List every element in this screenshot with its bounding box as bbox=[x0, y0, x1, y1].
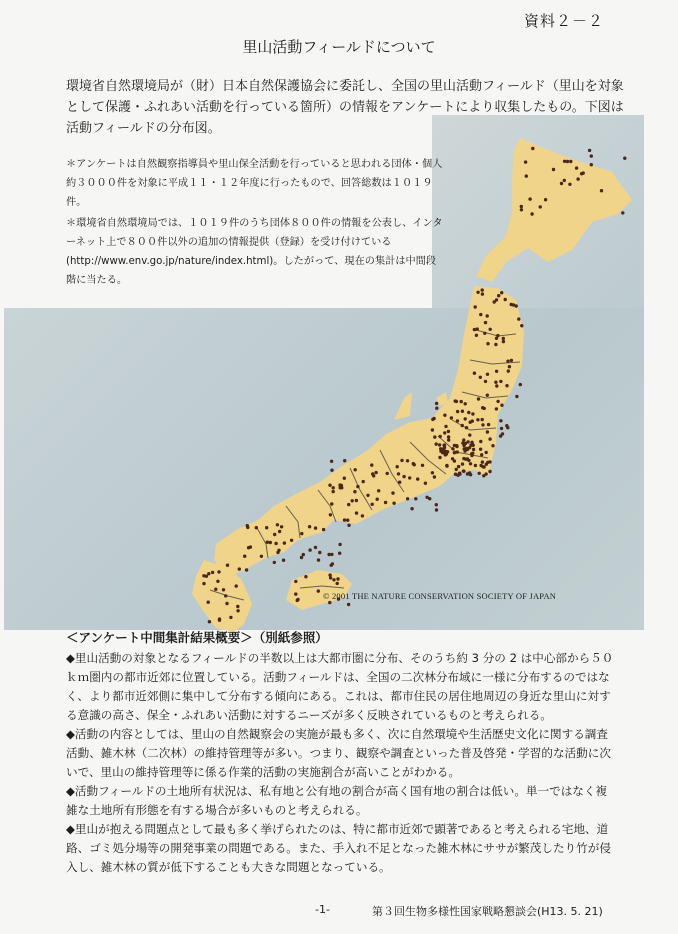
activity-field-dot bbox=[493, 300, 496, 303]
activity-field-dot bbox=[421, 464, 424, 467]
activity-field-dot bbox=[476, 291, 479, 294]
activity-field-dot bbox=[623, 157, 626, 160]
activity-field-dot bbox=[505, 424, 508, 427]
activity-field-dot bbox=[479, 376, 482, 379]
activity-field-dot bbox=[525, 174, 528, 177]
activity-field-dot bbox=[314, 526, 317, 529]
activity-field-dot bbox=[528, 197, 531, 200]
activity-field-dot bbox=[463, 447, 466, 450]
activity-field-dot bbox=[582, 171, 585, 174]
notes-block bbox=[66, 155, 446, 292]
hokkaido bbox=[476, 138, 632, 282]
activity-field-dot bbox=[266, 541, 269, 544]
activity-field-dot bbox=[451, 447, 454, 450]
activity-field-dot bbox=[470, 441, 473, 444]
activity-field-dot bbox=[216, 580, 219, 583]
activity-field-dot bbox=[530, 212, 533, 215]
activity-field-dot bbox=[229, 616, 232, 619]
activity-field-dot bbox=[355, 499, 358, 502]
activity-field-dot bbox=[491, 444, 494, 447]
activity-field-dot bbox=[343, 477, 346, 480]
activity-field-dot bbox=[224, 594, 227, 597]
activity-field-dot bbox=[508, 365, 511, 368]
activity-field-dot bbox=[444, 425, 447, 428]
activity-field-dot bbox=[447, 438, 450, 441]
activity-field-dot bbox=[469, 462, 472, 465]
activity-field-dot bbox=[480, 453, 483, 456]
activity-field-dot bbox=[476, 418, 479, 421]
activity-field-dot bbox=[484, 380, 487, 383]
activity-field-dot bbox=[280, 525, 283, 528]
activity-field-dot bbox=[462, 470, 465, 473]
activity-field-dot bbox=[566, 160, 569, 163]
activity-field-dot bbox=[317, 558, 320, 561]
document-id: 資料２－２ bbox=[523, 12, 604, 30]
activity-field-dot bbox=[351, 499, 354, 502]
activity-field-dot bbox=[519, 383, 522, 386]
activity-field-dot bbox=[290, 539, 293, 542]
activity-field-dot bbox=[425, 496, 428, 499]
activity-field-dot bbox=[588, 149, 591, 152]
activity-field-dot bbox=[338, 543, 341, 546]
activity-field-dot bbox=[294, 592, 297, 595]
activity-field-dot bbox=[435, 402, 438, 405]
activity-field-dot bbox=[328, 601, 331, 604]
activity-field-dot bbox=[443, 431, 446, 434]
activity-field-dot bbox=[479, 313, 482, 316]
activity-field-dot bbox=[406, 497, 409, 500]
activity-field-dot bbox=[499, 380, 502, 383]
activity-field-dot bbox=[464, 417, 467, 420]
activity-field-dot bbox=[470, 454, 473, 457]
activity-field-dot bbox=[332, 486, 335, 489]
activity-field-dot bbox=[520, 208, 523, 211]
activity-field-dot bbox=[300, 556, 303, 559]
activity-field-dot bbox=[424, 482, 427, 485]
activity-field-dot bbox=[575, 166, 578, 169]
activity-field-dot bbox=[328, 573, 331, 576]
activity-field-dot bbox=[302, 553, 305, 556]
note-item: ＊環境省自然環境局では、１０１９件のうち団体８００件の情報を公表し、インターネット上で８００件以外の追加の情報提供（登録）を受け付けている(http://www.env.go.jp/nature/index.html)。したがって、現在の集計は中間段階に当たる。 bbox=[66, 218, 443, 286]
activity-field-dot bbox=[406, 459, 409, 462]
activity-field-dot bbox=[236, 609, 239, 612]
activity-field-dot bbox=[462, 457, 465, 460]
activity-field-dot bbox=[300, 532, 303, 535]
activity-field-dot bbox=[304, 575, 307, 578]
activity-field-dot bbox=[600, 189, 603, 192]
activity-field-dot bbox=[226, 564, 229, 567]
activity-field-dot bbox=[435, 442, 438, 445]
activity-field-dot bbox=[483, 332, 486, 335]
activity-field-dot bbox=[477, 397, 480, 400]
activity-field-dot bbox=[569, 160, 572, 163]
activity-field-dot bbox=[475, 334, 478, 337]
activity-field-dot bbox=[460, 400, 463, 403]
activity-field-dot bbox=[205, 575, 208, 578]
activity-field-dot bbox=[568, 183, 571, 186]
activity-field-dot bbox=[431, 418, 434, 421]
activity-field-dot bbox=[471, 412, 474, 415]
activity-field-dot bbox=[531, 147, 534, 150]
activity-field-dot bbox=[450, 416, 453, 419]
activity-field-dot bbox=[481, 423, 484, 426]
activity-field-dot bbox=[505, 384, 508, 387]
activity-field-dot bbox=[484, 321, 487, 324]
activity-field-dot bbox=[472, 448, 475, 451]
activity-field-dot bbox=[455, 468, 458, 471]
activity-field-dot bbox=[481, 460, 484, 463]
activity-field-dot bbox=[392, 502, 395, 505]
activity-field-dot bbox=[497, 294, 500, 297]
activity-field-dot bbox=[552, 168, 555, 171]
activity-field-dot bbox=[353, 490, 356, 493]
activity-field-dot bbox=[235, 584, 238, 587]
activity-field-dot bbox=[396, 465, 399, 468]
activity-field-dot bbox=[590, 154, 593, 157]
activity-field-dot bbox=[487, 423, 490, 426]
activity-field-dot bbox=[444, 450, 447, 453]
activity-field-dot bbox=[225, 602, 228, 605]
activity-field-dot bbox=[563, 160, 566, 163]
activity-field-dot bbox=[441, 448, 444, 451]
activity-field-dot bbox=[414, 497, 417, 500]
activity-field-dot bbox=[504, 298, 507, 301]
activity-field-dot bbox=[282, 559, 285, 562]
page-number: -1- bbox=[315, 903, 330, 916]
activity-field-dot bbox=[486, 373, 489, 376]
activity-field-dot bbox=[489, 328, 492, 331]
activity-field-dot bbox=[445, 464, 448, 467]
page-title: 里山活動フィールドについて bbox=[242, 38, 436, 56]
activity-field-dot bbox=[499, 419, 502, 422]
activity-field-dot bbox=[408, 476, 411, 479]
activity-field-dot bbox=[485, 451, 488, 454]
meeting-reference: 第３回生物多様性国家戦略懇談会(H13. 5. 21) bbox=[372, 905, 603, 918]
activity-field-dot bbox=[481, 288, 484, 291]
activity-field-dot bbox=[443, 414, 446, 417]
activity-field-dot bbox=[338, 552, 341, 555]
map-copyright: © 2001 THE NATURE CONSERVATION SOCIETY OF JAPAN bbox=[323, 591, 557, 601]
activity-field-dot bbox=[366, 494, 369, 497]
activity-field-dot bbox=[343, 459, 346, 462]
activity-field-dot bbox=[500, 404, 503, 407]
activity-field-dot bbox=[495, 370, 498, 373]
activity-field-dot bbox=[330, 502, 333, 505]
activity-field-dot bbox=[453, 451, 456, 454]
activity-field-dot bbox=[451, 457, 454, 460]
activity-field-dot bbox=[464, 402, 467, 405]
activity-field-dot bbox=[500, 427, 503, 430]
note-item: ＊アンケートは自然観察指導員や里山保全活動を行っていると思われる団体・個人約３０００件を対象に平成１１・１２年度に行ったもので、回答総数は１０１９件。 bbox=[66, 159, 443, 208]
activity-field-dot bbox=[431, 471, 434, 474]
activity-field-dot bbox=[371, 472, 374, 475]
activity-field-dot bbox=[278, 530, 281, 533]
activity-field-dot bbox=[474, 464, 477, 467]
activity-field-dot bbox=[524, 160, 527, 163]
activity-field-dot bbox=[336, 582, 339, 585]
activity-field-dot bbox=[461, 410, 464, 413]
activity-field-dot bbox=[464, 442, 467, 445]
activity-field-dot bbox=[265, 526, 268, 529]
activity-field-dot bbox=[494, 381, 497, 384]
activity-field-dot bbox=[402, 475, 405, 478]
activity-field-dot bbox=[499, 434, 502, 437]
activity-field-dot bbox=[283, 541, 286, 544]
activity-field-dot bbox=[277, 549, 280, 552]
activity-field-dot bbox=[486, 342, 489, 345]
activity-field-dot bbox=[500, 291, 503, 294]
activity-field-dot bbox=[207, 601, 210, 604]
summary-heading: ＜アンケート中間集計結果概要＞（別紙参照） bbox=[66, 630, 328, 645]
activity-field-dot bbox=[330, 553, 333, 556]
activity-field-dot bbox=[347, 524, 350, 527]
activity-field-dot bbox=[495, 407, 498, 410]
activity-field-dot bbox=[455, 400, 458, 403]
activity-field-dot bbox=[361, 514, 364, 517]
activity-field-dot bbox=[314, 546, 317, 549]
activity-field-dot bbox=[479, 440, 482, 443]
activity-field-dot bbox=[274, 542, 277, 545]
activity-field-dot bbox=[447, 435, 450, 438]
activity-field-dot bbox=[512, 303, 515, 306]
activity-field-dot bbox=[495, 384, 498, 387]
activity-field-dot bbox=[317, 589, 320, 592]
activity-field-dot bbox=[444, 453, 447, 456]
intro-paragraph: 環境省自然環境局が（財）日本自然保護協会に委託し、全国の里山活動フィールド（里山を対象として保護・ふれあい活動を行っている箇所）の情報をアンケートにより収集したもの。下図は活動フィールドの分布図。 bbox=[66, 79, 624, 136]
activity-field-dot bbox=[339, 486, 342, 489]
activity-field-dot bbox=[347, 503, 350, 506]
activity-field-dot bbox=[461, 424, 464, 427]
activity-field-dot bbox=[218, 619, 221, 622]
activity-field-dot bbox=[255, 526, 258, 529]
activity-field-dot bbox=[539, 205, 542, 208]
activity-field-dot bbox=[397, 472, 400, 475]
activity-field-dot bbox=[318, 551, 321, 554]
activity-field-dot bbox=[502, 337, 505, 340]
activity-field-dot bbox=[456, 419, 459, 422]
activity-field-dot bbox=[435, 407, 438, 410]
activity-field-dot bbox=[461, 462, 464, 465]
activity-field-dot bbox=[371, 503, 374, 506]
activity-field-dot bbox=[486, 314, 489, 317]
activity-field-dot bbox=[443, 444, 446, 447]
activity-field-dot bbox=[332, 578, 335, 581]
activity-field-dot bbox=[544, 198, 547, 201]
activity-field-dot bbox=[236, 605, 239, 608]
activity-field-dot bbox=[322, 528, 325, 531]
activity-field-dot bbox=[336, 577, 339, 580]
activity-field-dot bbox=[621, 211, 624, 214]
activity-field-dot bbox=[386, 472, 389, 475]
activity-field-dot bbox=[413, 463, 416, 466]
activity-field-dot bbox=[238, 567, 241, 570]
activity-field-dot bbox=[260, 555, 263, 558]
activity-field-dot bbox=[454, 473, 457, 476]
activity-field-dot bbox=[330, 460, 333, 463]
activity-field-dot bbox=[469, 421, 472, 424]
activity-field-dot bbox=[398, 481, 401, 484]
activity-field-dot bbox=[273, 561, 276, 564]
activity-field-dot bbox=[456, 410, 459, 413]
activity-field-dot bbox=[243, 555, 246, 558]
activity-field-dot bbox=[410, 507, 413, 510]
activity-field-dot bbox=[488, 460, 491, 463]
activity-field-dot bbox=[474, 305, 477, 308]
noto-peninsula bbox=[394, 392, 412, 420]
activity-field-dot bbox=[520, 324, 523, 327]
activity-field-dot bbox=[217, 570, 220, 573]
activity-field-dot bbox=[246, 524, 249, 527]
activity-field-dot bbox=[486, 430, 489, 433]
activity-field-dot bbox=[222, 588, 225, 591]
activity-field-dot bbox=[478, 472, 481, 475]
activity-field-dot bbox=[332, 490, 335, 493]
activity-field-dot bbox=[370, 463, 373, 466]
summary-item: ◆活動フィールドの土地所有状況は、私有地と公有地の割合が高く国有地の割合は低い。単一ではなく複雑な土地所有形態を有する場合が多いものと考えられる。 bbox=[66, 784, 608, 817]
activity-field-dot bbox=[245, 568, 248, 571]
activity-field-dot bbox=[467, 411, 470, 414]
activity-field-dot bbox=[416, 477, 419, 480]
activity-field-dot bbox=[208, 620, 211, 623]
activity-field-dot bbox=[354, 468, 357, 471]
activity-field-dot bbox=[496, 334, 499, 337]
activity-field-dot bbox=[273, 533, 276, 536]
activity-field-dot bbox=[330, 469, 333, 472]
activity-field-dot bbox=[331, 562, 334, 565]
activity-field-dot bbox=[473, 372, 476, 375]
activity-field-dot bbox=[456, 450, 459, 453]
activity-field-dot bbox=[439, 435, 442, 438]
activity-field-dot bbox=[355, 511, 358, 514]
activity-field-dot bbox=[384, 501, 387, 504]
activity-field-dot bbox=[347, 603, 350, 606]
activity-field-dot bbox=[468, 433, 471, 436]
activity-field-dot bbox=[496, 400, 499, 403]
activity-field-dot bbox=[343, 518, 346, 521]
activity-field-dot bbox=[435, 508, 438, 511]
activity-field-dot bbox=[438, 456, 441, 459]
activity-field-dot bbox=[435, 503, 438, 506]
activity-field-dot bbox=[590, 163, 593, 166]
activity-field-dot bbox=[211, 571, 214, 574]
activity-field-dot bbox=[376, 498, 379, 501]
kyushu bbox=[192, 560, 252, 632]
activity-field-dot bbox=[294, 580, 297, 583]
activity-field-dot bbox=[433, 435, 436, 438]
activity-field-dot bbox=[431, 428, 434, 431]
activity-field-dot bbox=[457, 465, 460, 468]
activity-field-dot bbox=[296, 598, 299, 601]
activity-field-dot bbox=[488, 470, 491, 473]
activity-field-dot bbox=[506, 360, 509, 363]
activity-field-dot bbox=[482, 465, 485, 468]
activity-field-dot bbox=[462, 438, 465, 441]
activity-field-dot bbox=[485, 463, 488, 466]
activity-field-dot bbox=[576, 177, 579, 180]
activity-field-dot bbox=[517, 317, 520, 320]
activity-field-dot bbox=[374, 471, 377, 474]
summary-item: ◆活動の内容としては、里山の自然観察会の実施が最も多く、次に自然環境や生活歴史文化に関する調査活動、雑木林（二次林）の維持管理等が多い。つまり、観察や調査といった普及啓発・学習的な活動に次いで、里山の維持管理等に係る作業的活動の実施割合が高いことがわかる。 bbox=[66, 727, 611, 779]
summary-section bbox=[66, 628, 614, 877]
activity-field-dot bbox=[507, 369, 510, 372]
activity-field-dot bbox=[563, 179, 566, 182]
activity-field-dot bbox=[214, 588, 217, 591]
activity-field-dot bbox=[481, 292, 484, 295]
activity-field-dot bbox=[308, 525, 311, 528]
activity-field-dot bbox=[481, 418, 484, 421]
activity-field-dot bbox=[476, 327, 479, 330]
activity-field-dot bbox=[486, 394, 489, 397]
activity-field-dot bbox=[447, 430, 450, 433]
activity-field-dot bbox=[207, 572, 210, 575]
activity-field-dot bbox=[466, 472, 469, 475]
activity-field-dot bbox=[247, 546, 250, 549]
activity-field-dot bbox=[488, 437, 491, 440]
activity-field-dot bbox=[433, 475, 436, 478]
activity-field-dot bbox=[329, 513, 332, 516]
activity-field-dot bbox=[515, 395, 518, 398]
activity-field-dot bbox=[455, 444, 458, 447]
activity-field-dot bbox=[494, 343, 497, 346]
activity-field-dot bbox=[510, 359, 513, 362]
summary-item: ◆里山活動の対象となるフィールドの半数以上は大都市圏に分布、そのうち約 3 分の 2 は中心部から５０ｋｍ圏内の都市近郊に位置している。活動フィールドは、全国の二次林分布域に一様に分布するのではなく、より都市近郊側に集中して分布する傾向にある。これは、都市住民の居住地周辺の身近な里山に対する意識の高さ、保全・ふれあい活動に対するニーズが多く反映されているものと考えられる。 bbox=[66, 651, 614, 722]
activity-field-dot bbox=[479, 448, 482, 451]
activity-field-dot bbox=[469, 444, 472, 447]
activity-field-dot bbox=[391, 491, 394, 494]
activity-field-dot bbox=[276, 523, 279, 526]
activity-field-dot bbox=[308, 548, 311, 551]
activity-field-dot bbox=[356, 485, 359, 488]
activity-field-dot bbox=[482, 474, 485, 477]
activity-field-dot bbox=[560, 182, 563, 185]
summary-item: ◆里山が抱える問題点として最も多く挙げられたのは、特に都市近郊で顕著であると考えられる宅地、道路、ゴミ処分場等の開発事業の問題である。また、手入れ不足となった雑木林にササが繁茂したり竹が侵入し、雑木林の質が低下することも大きな問題となっている。 bbox=[66, 822, 611, 874]
activity-field-dot bbox=[465, 426, 468, 429]
activity-field-dot bbox=[502, 340, 505, 343]
activity-field-dot bbox=[438, 443, 441, 446]
activity-field-dot bbox=[483, 407, 486, 410]
activity-field-dot bbox=[377, 489, 380, 492]
activity-field-dot bbox=[400, 459, 403, 462]
activity-field-dot bbox=[202, 582, 205, 585]
activity-field-dot bbox=[346, 519, 349, 522]
activity-field-dot bbox=[362, 480, 365, 483]
activity-field-dot bbox=[269, 541, 272, 544]
activity-field-dot bbox=[520, 205, 523, 208]
activity-field-dot bbox=[328, 484, 331, 487]
